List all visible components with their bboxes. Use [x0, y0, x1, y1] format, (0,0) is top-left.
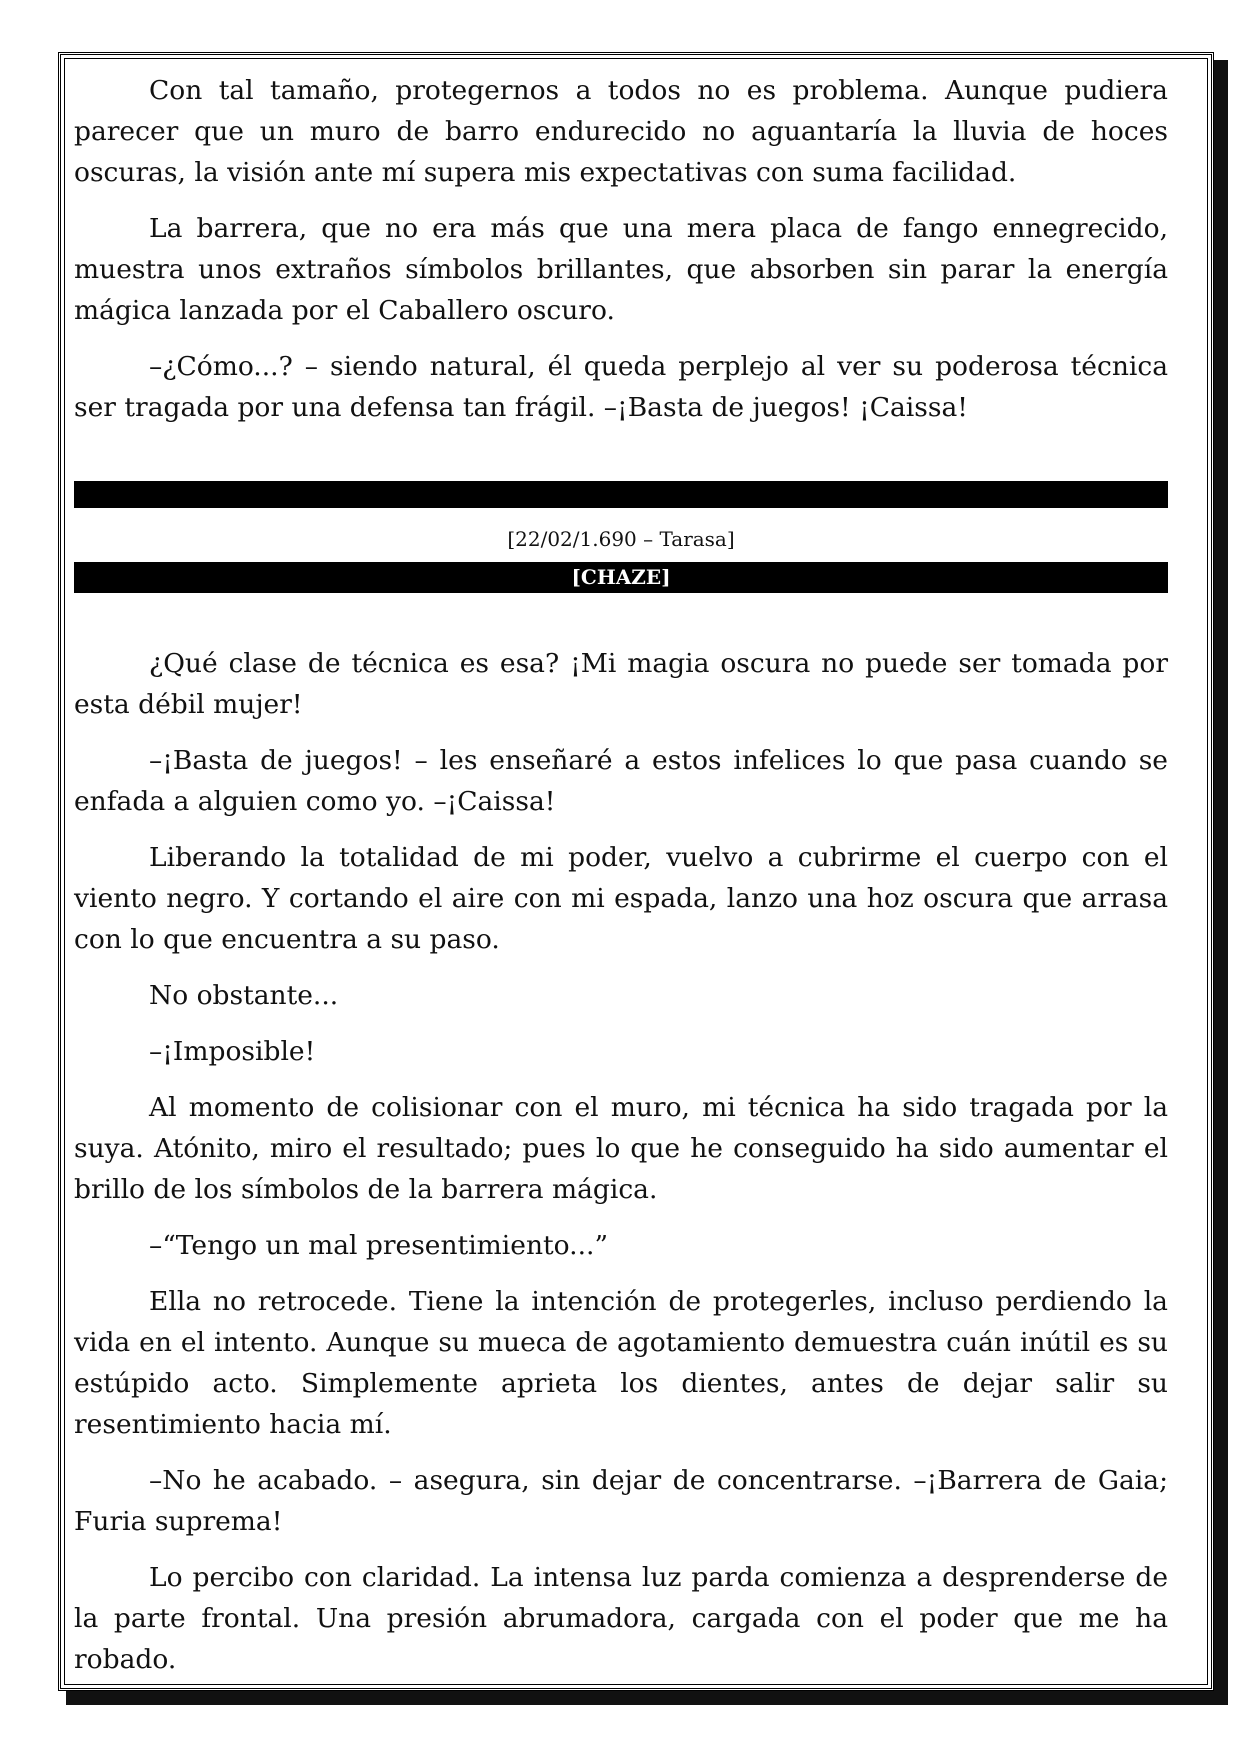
paragraph: ¿Qué clase de técnica es esa? ¡Mi magia oscura no puede ser tomada por esta débil mujer! — [74, 648, 1168, 720]
paragraph: –¡Imposible! — [149, 1036, 316, 1067]
page-content — [74, 70, 1168, 1695]
section-divider-bar — [74, 481, 1168, 508]
paragraph: –No he acabado. – asegura, sin dejar de concentrarse. –¡Barrera de Gaia; Furia suprema! — [74, 1465, 1168, 1537]
paragraph: La barrera, que no era más que una mera placa de fango ennegrecido, muestra unos extraños símbolos brillantes, que absorben sin parar la energía mágica lanzada por el Caballero oscuro. — [74, 213, 1168, 326]
paragraph: No obstante... — [149, 980, 339, 1011]
section-narrator-label: [CHAZE] — [74, 562, 1168, 593]
paragraph: –¡Basta de juegos! – les enseñaré a estos infelices lo que pasa cuando se enfada a alguien como yo. –¡Caissa! — [74, 745, 1168, 817]
paragraph: Lo percibo con claridad. La intensa luz parda comienza a desprenderse de la parte frontal. Una presión abrumadora, cargada con el poder que me ha robado. — [74, 1562, 1168, 1675]
paragraph: –¿Cómo...? – siendo natural, él queda perplejo al ver su poderosa técnica ser tragada por una defensa tan frágil. –¡Basta de juegos! ¡Caissa! — [74, 351, 1168, 423]
paragraph: –“Tengo un mal presentimiento...” — [149, 1230, 608, 1261]
section-date: [22/02/1.690 – Tarasa] — [507, 527, 735, 551]
paragraph: Liberando la totalidad de mi poder, vuelvo a cubrirme el cuerpo con el viento negro. Y cortando el aire con mi espada, lanzo una hoz oscura que arrasa con lo que encuentra a su paso. — [74, 842, 1168, 955]
paragraph: Con tal tamaño, protegernos a todos no es problema. Aunque pudiera parecer que un muro de barro endurecido no aguantaría la lluvia de hoces oscuras, la visión ante mí supera mis expectativas con suma facilidad. — [74, 75, 1168, 188]
paragraph: Ella no retrocede. Tiene la intención de protegerles, incluso perdiendo la vida en el intento. Aunque su mueca de agotamiento demuestra cuán inútil es su estúpido acto. Simplemente aprieta los dientes, antes de dejar salir su resentimiento hacia mí. — [74, 1286, 1168, 1440]
paragraph: Al momento de colisionar con el muro, mi técnica ha sido tragada por la suya. Atónito, miro el resultado; pues lo que he conseguido ha sido aumentar el brillo de los símbolos de la barrera mágica. — [74, 1092, 1168, 1205]
